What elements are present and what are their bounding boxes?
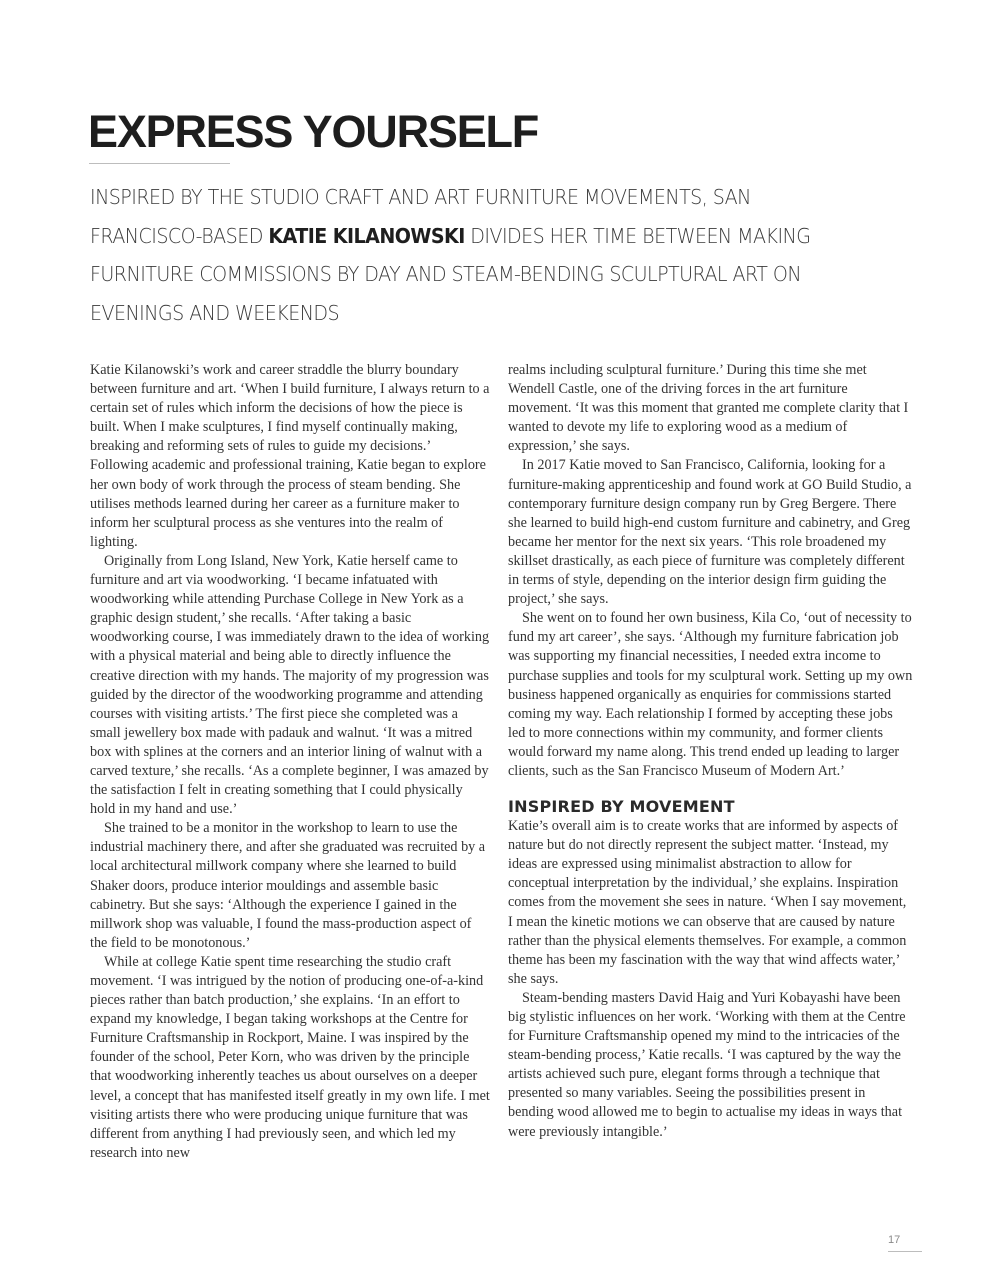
section-subhead: INSPIRED BY MOVEMENT bbox=[508, 797, 735, 817]
article-title: EXPRESS YOURSELF bbox=[88, 106, 539, 157]
standfirst-lead: INSPIRED BY THE STUDIO CRAFT AND ART FURNITURE MOVEMENTS, SAN FRANCISCO-BASED bbox=[90, 185, 751, 248]
body-column-right bbox=[508, 361, 913, 1142]
paragraph: Katie’s overall aim is to create works that are informed by aspects of nature but do not directly represent the subject matter. ‘Instead, my ideas are expressed using minimalist abstraction to allow for conceptual interpretation by the individual,’ she explains. Inspiration comes from the movement she sees in nature. ‘When I say movement, I mean the kinetic motions we can observe that are caused by nature rather than the physical elements themselves. For example, a common theme has been my fascination with the way that wind affects water,’ she says. bbox=[508, 818, 907, 987]
paragraph: Originally from Long Island, New York, Katie herself came to furniture and art via woodworking. ‘I became infatuated with woodworking while attending Purchase College in New York as a graphic design student,’ she recalls. ‘After taking a basic woodworking course, I was immediately drawn to the idea of working with a physical material and being able to directly influence the creative direction with my hands. The majority of my progression was guided by the director of the woodworking programme and attending courses with visiting artists.’ The first piece she completed was a small jewellery box made with padauk and walnut. ‘It was a mitred box with splines at the corners and an interior lining of walnut with a carved texture,’ she recalls. ‘As a complete beginner, I was amazed by the satisfaction I felt in creating something that I could physically hold in my hand and use.’ bbox=[90, 552, 490, 818]
body-column-left bbox=[90, 361, 490, 1163]
standfirst-tail: DIVIDES HER TIME BETWEEN MAKING FURNITURE COMMISSIONS BY DAY AND STEAM-BENDING SCULPTURAL ART ON EVENINGS AND WEEKENDS bbox=[90, 223, 811, 325]
paragraph: Steam-bending masters David Haig and Yuri Kobayashi have been big stylistic influences on her work. ‘Working with them at the Centre for Furniture Craftsmanship opened my mind to the intricacies of the steam-bending process,’ Katie recalls. ‘I was captured by the way the artists achieved such pure, elegant forms through a technique that presented so many variables. Seeing the possibilities present in bending wood allowed me to begin to actualise my ideas in ways that were previously intangible.’ bbox=[508, 989, 906, 1140]
standfirst bbox=[90, 178, 834, 332]
paragraph: realms including sculptural furniture.’ During this time she met Wendell Castle, one of the driving forces in the art furniture movement. ‘It was this moment that granted me complete clarity that I wanted to devote my life to exploring wood as a medium of expression,’ she says. bbox=[508, 362, 909, 455]
subject-name: KATIE KILANOWSKI bbox=[268, 223, 465, 248]
title-divider bbox=[89, 163, 230, 164]
page-number: 17 bbox=[888, 1234, 901, 1246]
paragraph: Katie Kilanowski’s work and career straddle the blurry boundary between furniture and art. ‘When I build furniture, I always return to a certain set of rules which inform the decisions of how the piece is built. When I make sculptures, I find myself continually making, breaking and reforming sets of rules to guide my decisions.’ Following academic and professional training, Katie began to explore her own body of work through the process of steam bending. She utilises methods learned during her career as a furniture maker to inform her sculptural process as she ventures into the realm of lighting. bbox=[90, 362, 490, 550]
paragraph: She trained to be a monitor in the workshop to learn to use the industrial machinery there, and after she graduated was recruited by a local architectural millwork company where she learned to build Shaker doors, produce interior mouldings and assemble basic cabinetry. But she says: ‘Although the experience I gained in the millwork shop was valuable, I found the mass-production aspect of the field to be monotonous.’ bbox=[90, 820, 486, 951]
paragraph: While at college Katie spent time researching the studio craft movement. ‘I was intrigued by the notion of producing one-of-a-kind pieces rather than batch production,’ she explains. ‘In an effort to expand my knowledge, I began taking workshops at the Centre for Furniture Craftsmanship in Rockport, Maine. I was inspired by the founder of the school, Peter Korn, who was driven by the principle that woodworking inherently teaches us about ourselves on a deeper level, a concept that has manifested itself greatly in my own life. I met visiting artists there who were producing unique furniture that was different from anything I had previously seen, and which led my research into new bbox=[90, 953, 490, 1161]
paragraph: She went on to found her own business, Kila Co, ‘out of necessity to fund my art career’, she says. ‘Although my furniture fabrication job was supporting my financial necessities, I needed extra income to purchase supplies and tools for my sculptural work. Setting up my own business happened organically as enquiries for commissions started coming my way. Each relationship I formed by accepting these jobs led to more connections within my community, and former clients would forward my name along. This trend ended up leading to larger clients, such as the San Francisco Museum of Modern Art.’ bbox=[508, 610, 913, 779]
paragraph: In 2017 Katie moved to San Francisco, California, looking for a furniture-making apprenticeship and found work at GO Build Studio, a contemporary furniture design company run by Greg Bergere. There she learned to build high-end custom furniture and cabinetry, and Greg became her mentor for the next six years. ‘This role broadened my skillset drastically, as each piece of furniture was completely different in terms of style, depending on the interior design firm guiding the project,’ she says. bbox=[508, 457, 912, 608]
page-number-rule bbox=[888, 1251, 922, 1252]
